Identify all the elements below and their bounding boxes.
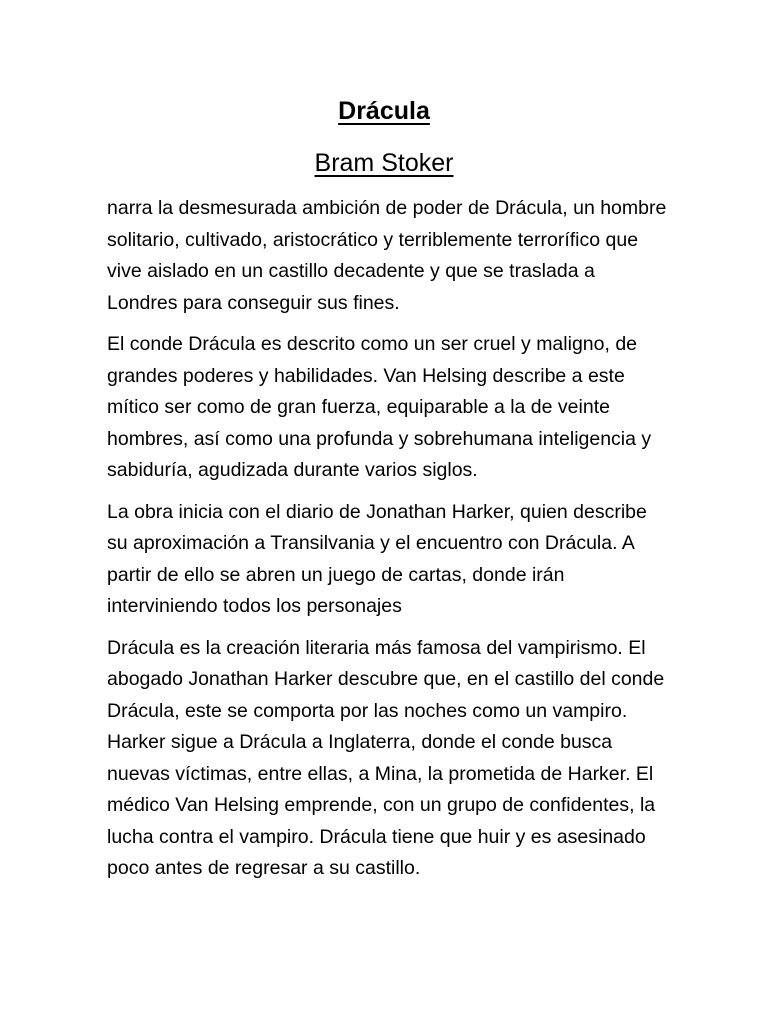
document-title: Drácula bbox=[338, 97, 430, 125]
paragraph-summary: Drácula es la creación literaria más famosa del vampirismo. El abogado Jonathan Harker descubre que, en el castillo del conde Drácula, este se comporta por las noches como un vampiro. Harker sigue a Drácula a Inglaterra, donde el conde busca nuevas víctimas, entre ellas, a Mina, la prometida de Harker. El médico Van Helsing emprende, con un grupo de confidentes, la lucha contra el vampiro. Drácula tiene que huir y es asesinado poco antes de regresar a su castillo. bbox=[107, 636, 665, 879]
paragraph-count-description: El conde Drácula es descrito como un ser cruel y maligno, de grandes poderes y habilidades. Van Helsing describe a este mítico ser como de gran fuerza, equiparable a la de veinte hombres, así como una profunda y sobrehumana inteligencia y sabiduría, agudizada durante varios siglos. bbox=[107, 333, 652, 481]
document-body bbox=[107, 193, 667, 895]
paragraph-structure: La obra inicia con el diario de Jonathan Harker, quien describe su aproximación a Transilvania y el encuentro con Drácula. A partir de ello se abren un juego de cartas, donde irán interviniendo todos los personajes bbox=[107, 500, 647, 617]
document-author: Bram Stoker bbox=[314, 149, 454, 177]
paragraph-intro: narra la desmesurada ambición de poder de Drácula, un hombre solitario, cultivado, aristocrático y terriblemente terrorífico que vive aislado en un castillo decadente y que se traslada a Londres para conseguir sus fines. bbox=[107, 197, 667, 314]
